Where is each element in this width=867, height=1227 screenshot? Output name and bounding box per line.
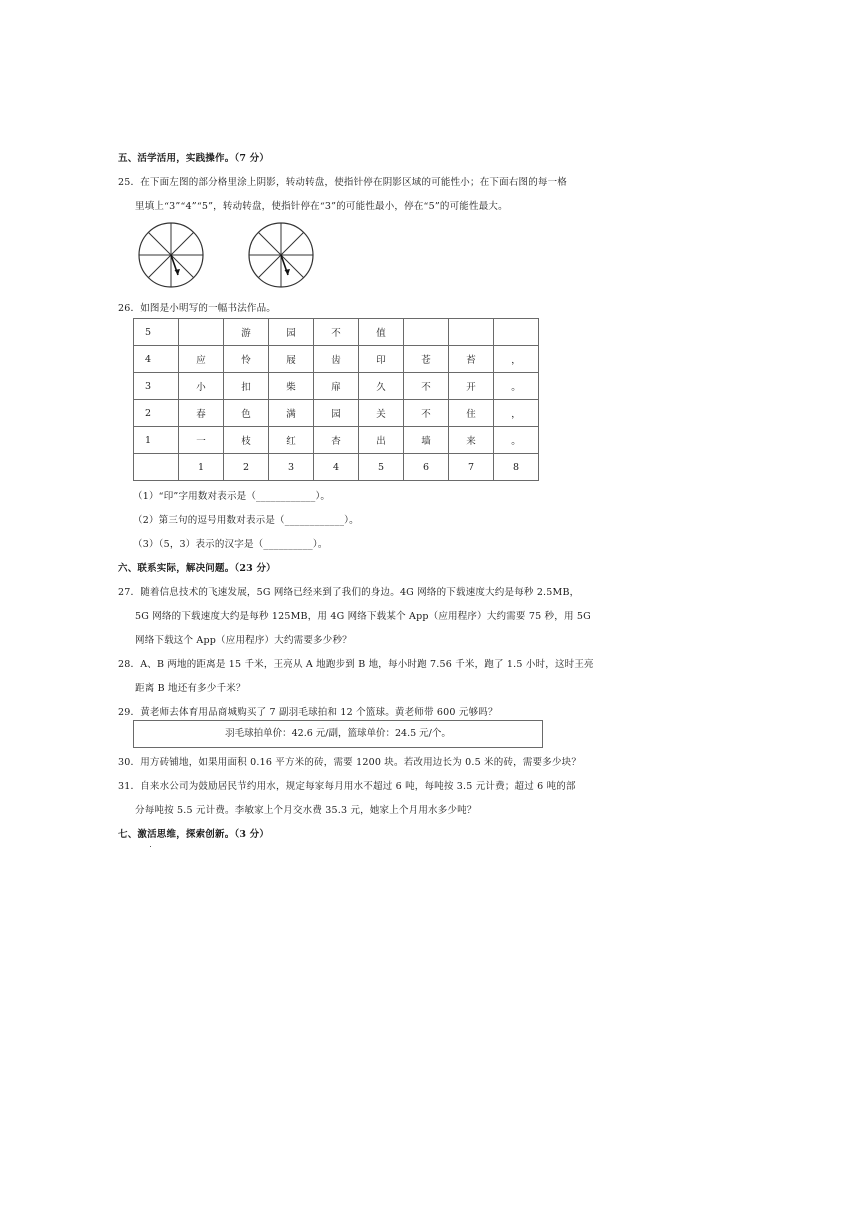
calligraphy-cell: 红	[269, 427, 314, 454]
calligraphy-cell: 2	[224, 454, 269, 481]
calligraphy-cell: 1	[134, 427, 179, 454]
section5-heading: 五、活学活用，实践操作。（7 分）	[118, 153, 270, 164]
calligraphy-cell: 来	[449, 427, 494, 454]
calligraphy-cell: 。	[494, 373, 539, 400]
calligraphy-row	[134, 346, 539, 373]
calligraphy-cell: 5	[359, 454, 404, 481]
calligraphy-cell: 不	[314, 319, 359, 346]
calligraphy-cell: 扉	[314, 373, 359, 400]
calligraphy-cell: 5	[134, 319, 179, 346]
q28-text-line1: 28．A、B 两地的距离是 15 千米，王亮从 A 地跑步到 B 地，每小时跑 7.56 千米，跑了 1.5 小时，这时王亮	[118, 659, 594, 670]
calligraphy-cell	[449, 319, 494, 346]
q26-sub3: （3）（5，3）表示的汉字是（__________）。	[133, 539, 328, 550]
calligraphy-cell: 8	[494, 454, 539, 481]
calligraphy-cell: 出	[359, 427, 404, 454]
calligraphy-cell	[179, 319, 224, 346]
calligraphy-cell	[134, 454, 179, 481]
calligraphy-cell: 枝	[224, 427, 269, 454]
q31-text-line2: 分每吨按 5.5 元计费。李敏家上个月交水费 35.3 元，她家上个月用水多少吨？	[135, 805, 477, 816]
calligraphy-cell: 不	[404, 400, 449, 427]
q27-text-line3: 网络下载这个 App（应用程序）大约需要多少秒？	[135, 635, 352, 646]
calligraphy-cell: 杏	[314, 427, 359, 454]
calligraphy-cell: 墙	[404, 427, 449, 454]
calligraphy-cell: 值	[359, 319, 404, 346]
q26-sub1: （1）“印”字用数对表示是（____________）。	[133, 491, 331, 502]
calligraphy-cell: 开	[449, 373, 494, 400]
calligraphy-cell: 苔	[449, 346, 494, 373]
calligraphy-cell: 住	[449, 400, 494, 427]
q29-text: 29．黄老师去体育用品商城购买了 7 副羽毛球拍和 12 个篮球。黄老师带 600 元够吗？	[118, 707, 498, 718]
q25-text-line2: 里填上“3”“4”“5”，转动转盘，使指针停在“3”的可能性最小，停在“5”的可能性最大。	[135, 201, 508, 212]
spinner-left	[136, 220, 206, 290]
calligraphy-cell: 2	[134, 400, 179, 427]
q30-text: 30．用方砖铺地，如果用面积 0.16 平方米的砖，需要 1200 块。若改用边长为 0.5 米的砖，需要多少块？	[118, 757, 582, 768]
calligraphy-cell: ，	[494, 346, 539, 373]
q27-text-line1: 27．随着信息技术的飞速发展，5G 网络已经来到了我们的身边。4G 网络的下载速度大约是每秒 2.5MB，	[118, 587, 580, 598]
calligraphy-cell: 6	[404, 454, 449, 481]
calligraphy-cell: 不	[404, 373, 449, 400]
calligraphy-cell: 色	[224, 400, 269, 427]
q28-text-line2: 距离 B 地还有多少千米？	[135, 683, 246, 694]
calligraphy-cell: 园	[269, 319, 314, 346]
calligraphy-row	[134, 373, 539, 400]
calligraphy-cell: 春	[179, 400, 224, 427]
calligraphy-cell: 满	[269, 400, 314, 427]
section6-heading: 六、联系实际，解决问题。（23 分）	[118, 563, 276, 574]
calligraphy-cell: 久	[359, 373, 404, 400]
calligraphy-row	[134, 427, 539, 454]
calligraphy-cell: 小	[179, 373, 224, 400]
calligraphy-cell: 3	[134, 373, 179, 400]
q26-sub2: （2）第三句的逗号用数对表示是（____________）。	[133, 515, 359, 526]
calligraphy-cell: 游	[224, 319, 269, 346]
q27-text-line2: 5G 网络的下载速度大约是每秒 125MB，用 4G 网络下载某个 App（应用程序）大约需要 75 秒，用 5G	[135, 611, 591, 622]
calligraphy-cell: 。	[494, 427, 539, 454]
calligraphy-cell: 1	[179, 454, 224, 481]
calligraphy-cell: 一	[179, 427, 224, 454]
calligraphy-cell: 园	[314, 400, 359, 427]
calligraphy-cell: 7	[449, 454, 494, 481]
calligraphy-row	[134, 454, 539, 481]
calligraphy-cell: ，	[494, 400, 539, 427]
section7-heading: 七、激活思维，探索创新。（3 分）	[118, 829, 270, 840]
calligraphy-cell: 4	[134, 346, 179, 373]
calligraphy-cell: 应	[179, 346, 224, 373]
calligraphy-row	[134, 400, 539, 427]
spinner-right	[246, 220, 316, 290]
q29-price-box: 羽毛球拍单价：42.6 元/副，篮球单价：24.5 元/个。	[133, 720, 543, 748]
calligraphy-cell: 印	[359, 346, 404, 373]
q31-text-line1: 31．自来水公司为鼓励居民节约用水，规定每家每月用水不超过 6 吨，每吨按 3.5 元计费；超过 6 吨的部	[118, 781, 576, 792]
calligraphy-cell	[404, 319, 449, 346]
calligraphy-cell: 扣	[224, 373, 269, 400]
calligraphy-grid	[133, 318, 539, 481]
calligraphy-row	[134, 319, 539, 346]
q25-text-line1: 25．在下面左图的部分格里涂上阴影，转动转盘，使指针停在阴影区域的可能性小；在下面右图的每一格	[118, 177, 567, 188]
calligraphy-cell: 柴	[269, 373, 314, 400]
calligraphy-cell	[494, 319, 539, 346]
calligraphy-cell: 3	[269, 454, 314, 481]
calligraphy-cell: 4	[314, 454, 359, 481]
calligraphy-cell: 怜	[224, 346, 269, 373]
calligraphy-cell: 关	[359, 400, 404, 427]
calligraphy-cell: 齿	[314, 346, 359, 373]
calligraphy-cell: 屐	[269, 346, 314, 373]
stray-dot	[150, 846, 151, 847]
calligraphy-cell: 苍	[404, 346, 449, 373]
q26-text: 26．如图是小明写的一幅书法作品。	[118, 303, 276, 314]
